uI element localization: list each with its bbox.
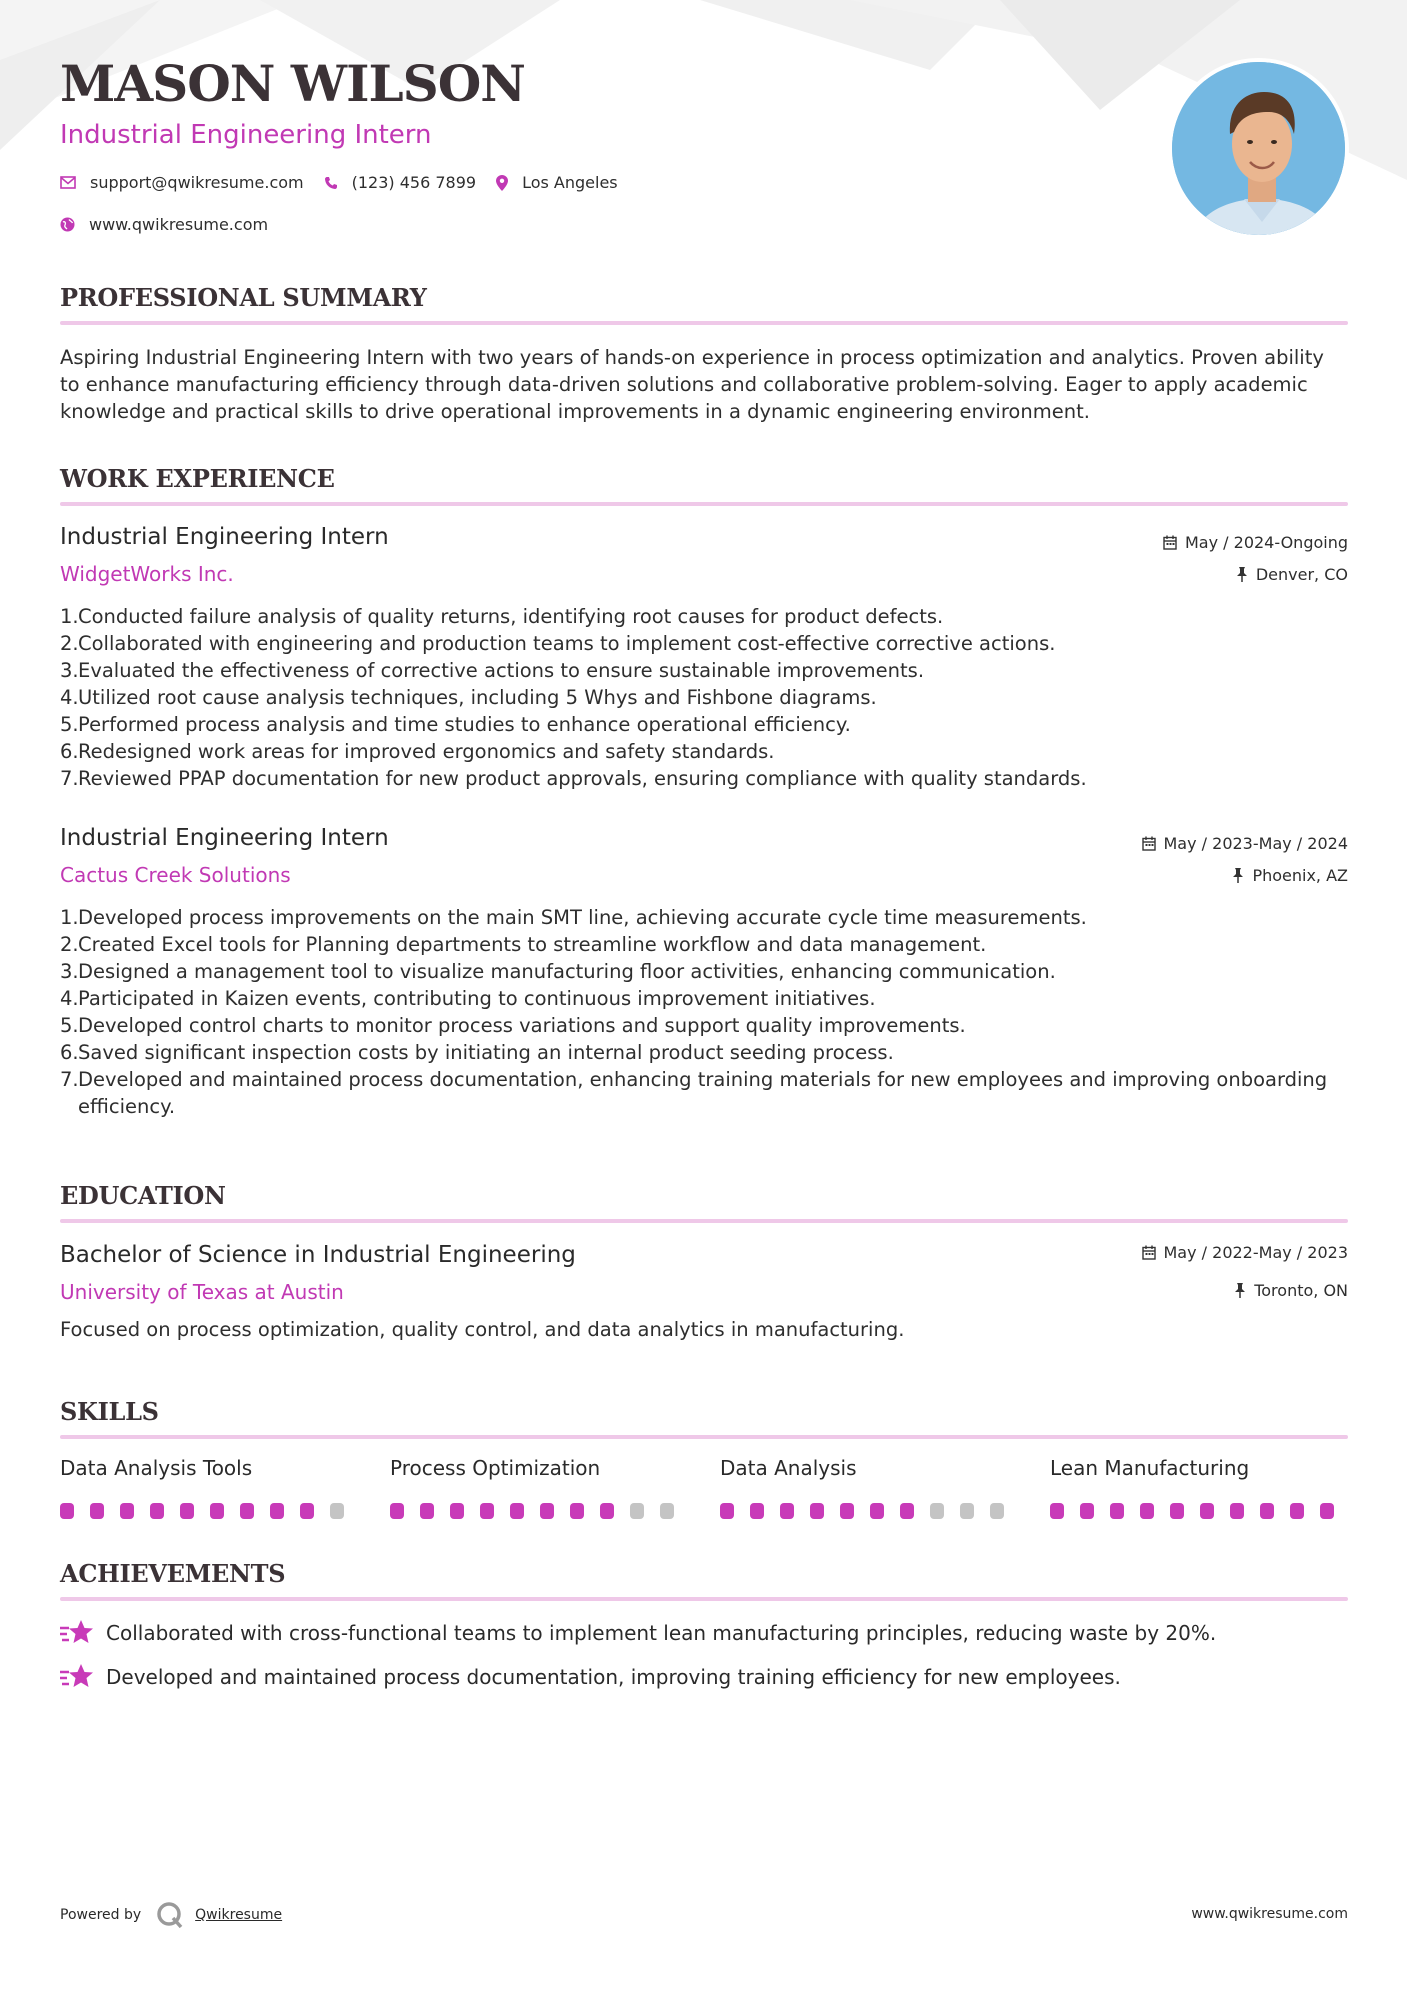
skill-dot-filled (780, 1503, 794, 1519)
qwikresume-logo-icon (155, 1900, 185, 1930)
skill-dot-filled (900, 1503, 914, 1519)
skill-name: Data Analysis Tools (60, 1456, 253, 1480)
avatar (1168, 58, 1349, 239)
achievements-heading: ACHIEVEMENTS (60, 1559, 286, 1588)
star-icon (60, 1619, 94, 1647)
job-1-dates (1163, 533, 1348, 552)
contact-row-secondary (60, 215, 288, 234)
list-item: 4. Participated in Kaizen events, contributing to continuous improvement initiatives. (60, 987, 876, 1010)
job-2-bullets (60, 904, 1348, 1120)
list-item: 4. Utilized root cause analysis techniques, including 5 Whys and Fishbone diagrams. (60, 686, 877, 709)
skill-dot-filled (840, 1503, 854, 1519)
list-item: 1. Developed process improvements on the main SMT line, achieving accurate cycle time measurements. (60, 906, 1087, 929)
brand-link[interactable]: Qwikresume (195, 1907, 283, 1923)
skill-dot-empty (660, 1503, 674, 1519)
skill-dot-filled (1230, 1503, 1244, 1519)
powered-by-label: Powered by (60, 1907, 142, 1923)
resume-page (60, 0, 1348, 1990)
candidate-role: Industrial Engineering Intern (60, 120, 432, 150)
skill-dot-filled (1170, 1503, 1184, 1519)
skill-level-dots (1050, 1503, 1350, 1519)
job-2-dates (1142, 834, 1349, 853)
skill-dot-filled (300, 1503, 314, 1519)
list-item: 2. Collaborated with engineering and production teams to implement cost-effective corrective actions. (60, 632, 1056, 655)
globe-icon (60, 217, 75, 232)
skill-dot-filled (1290, 1503, 1304, 1519)
job-1-location-text: Denver, CO (1255, 565, 1348, 584)
phone-text: (123) 456 7899 (351, 173, 477, 192)
footer-powered-by (60, 1900, 282, 1930)
skill-dot-filled (750, 1503, 764, 1519)
job-1-title: Industrial Engineering Intern (60, 524, 389, 550)
skill-dot-empty (990, 1503, 1004, 1519)
job-2-location (1232, 866, 1348, 885)
education-location (1234, 1281, 1348, 1300)
contact-row-primary (60, 173, 638, 192)
experience-divider (60, 502, 1348, 506)
skill-dot-filled (120, 1503, 134, 1519)
skill-name: Data Analysis (720, 1456, 857, 1480)
email-text: support@qwikresume.com (90, 173, 304, 192)
list-item: 7. Developed and maintained process documentation, enhancing training materials for new employees and improving onboarding efficiency. (60, 1068, 1328, 1118)
skill-dot-filled (150, 1503, 164, 1519)
footer-website[interactable]: www.qwikresume.com (1191, 1906, 1348, 1922)
list-item: 6. Saved significant inspection costs by initiating an internal product seeding process. (60, 1041, 894, 1064)
list-item: 7. Reviewed PPAP documentation for new product approvals, ensuring compliance with quality standards. (60, 767, 1087, 790)
skill-dot-empty (630, 1503, 644, 1519)
job-2-location-text: Phoenix, AZ (1252, 866, 1348, 885)
envelope-icon (60, 176, 76, 189)
website-text: www.qwikresume.com (89, 215, 269, 234)
skill-item (60, 1456, 360, 1519)
location-text: Los Angeles (522, 173, 618, 192)
skill-dot-filled (1080, 1503, 1094, 1519)
education-degree: Bachelor of Science in Industrial Engineering (60, 1242, 576, 1268)
education-school: University of Texas at Austin (60, 1280, 344, 1304)
skill-dot-filled (870, 1503, 884, 1519)
skill-dot-filled (1050, 1503, 1064, 1519)
education-dates-text: May / 2022-May / 2023 (1163, 1243, 1348, 1262)
achievement-text: Collaborated with cross-functional teams to implement lean manufacturing principles, reducing waste by 20%. (106, 1621, 1217, 1645)
list-item: 6. Redesigned work areas for improved ergonomics and safety standards. (60, 740, 775, 763)
list-item: 5. Developed control charts to monitor process variations and support quality improvements. (60, 1014, 966, 1037)
job-2-dates-text: May / 2023-May / 2024 (1163, 834, 1348, 853)
job-2-company: Cactus Creek Solutions (60, 863, 291, 887)
map-pin-icon (496, 175, 508, 191)
list-item: 3. Evaluated the effectiveness of corrective actions to ensure sustainable improvements. (60, 659, 925, 682)
skill-item (1050, 1456, 1350, 1519)
experience-heading: WORK EXPERIENCE (60, 464, 335, 493)
achievement-item (60, 1619, 1216, 1647)
skill-dot-filled (810, 1503, 824, 1519)
phone-icon (324, 176, 338, 190)
skill-dot-filled (390, 1503, 404, 1519)
achievements-divider (60, 1597, 1348, 1601)
skill-dot-filled (1260, 1503, 1274, 1519)
contact-email[interactable] (60, 173, 304, 192)
skill-dot-empty (960, 1503, 974, 1519)
summary-text: Aspiring Industrial Engineering Intern with two years of hands-on experience in process optimization and analytics. Proven ability to enhance manufacturing efficiency through data-driven solutions and collaborative problem-solving. Eager to apply academic knowledge and practical skills to drive operational improvements in a dynamic engineering environment. (60, 346, 1324, 423)
achievement-item (60, 1663, 1121, 1691)
skill-dot-filled (1320, 1503, 1334, 1519)
skill-item (390, 1456, 690, 1519)
education-divider (60, 1219, 1348, 1223)
job-1-dates-text: May / 2024-Ongoing (1185, 533, 1348, 552)
skill-dot-filled (210, 1503, 224, 1519)
skill-dot-filled (420, 1503, 434, 1519)
skill-dot-filled (450, 1503, 464, 1519)
achievement-text: Developed and maintained process documentation, improving training efficiency for new employees. (106, 1665, 1121, 1689)
skills-divider (60, 1435, 1348, 1439)
skill-name: Process Optimization (390, 1456, 601, 1480)
skill-dot-filled (1110, 1503, 1124, 1519)
education-location-text: Toronto, ON (1254, 1281, 1348, 1300)
summary-heading: PROFESSIONAL SUMMARY (60, 283, 427, 312)
contact-website[interactable] (60, 215, 268, 234)
skill-dot-filled (240, 1503, 254, 1519)
summary-divider (60, 321, 1348, 325)
calendar-icon (1142, 836, 1156, 851)
education-heading: EDUCATION (60, 1181, 226, 1210)
skill-dot-empty (930, 1503, 944, 1519)
list-item: 3. Designed a management tool to visualize manufacturing floor activities, enhancing communication. (60, 960, 1056, 983)
job-1-location (1236, 565, 1348, 584)
star-icon (60, 1663, 94, 1691)
pushpin-icon (1232, 868, 1244, 883)
list-item: 5. Performed process analysis and time studies to enhance operational efficiency. (60, 713, 851, 736)
education-dates (1142, 1243, 1349, 1262)
skill-name: Lean Manufacturing (1050, 1456, 1250, 1480)
skill-dot-filled (570, 1503, 584, 1519)
skill-dot-filled (540, 1503, 554, 1519)
job-1-company: WidgetWorks Inc. (60, 562, 234, 586)
list-item: 1. Conducted failure analysis of quality returns, identifying root causes for product defects. (60, 605, 944, 628)
skill-level-dots (720, 1503, 1020, 1519)
skill-dot-empty (330, 1503, 344, 1519)
job-1-bullets (60, 603, 1348, 792)
skill-level-dots (390, 1503, 690, 1519)
skill-dot-filled (600, 1503, 614, 1519)
job-2-title: Industrial Engineering Intern (60, 825, 389, 851)
skill-level-dots (60, 1503, 360, 1519)
skill-dot-filled (720, 1503, 734, 1519)
skill-dot-filled (60, 1503, 74, 1519)
skill-dot-filled (180, 1503, 194, 1519)
pushpin-icon (1234, 1283, 1246, 1298)
contact-location (496, 173, 618, 192)
skills-heading: SKILLS (60, 1397, 159, 1426)
skill-dot-filled (1200, 1503, 1214, 1519)
skill-dot-filled (1140, 1503, 1154, 1519)
education-description: Focused on process optimization, quality control, and data analytics in manufacturing. (60, 1318, 905, 1341)
candidate-name: MASON WILSON (60, 54, 525, 113)
pushpin-icon (1236, 567, 1248, 582)
calendar-icon (1163, 535, 1177, 550)
skill-dot-filled (270, 1503, 284, 1519)
skill-item (720, 1456, 1020, 1519)
calendar-icon (1142, 1245, 1156, 1260)
skill-dot-filled (480, 1503, 494, 1519)
list-item: 2. Created Excel tools for Planning departments to streamline workflow and data management. (60, 933, 987, 956)
contact-phone[interactable] (324, 173, 476, 192)
skill-dot-filled (90, 1503, 104, 1519)
skill-dot-filled (510, 1503, 524, 1519)
profile-photo-illustration (1172, 62, 1349, 239)
